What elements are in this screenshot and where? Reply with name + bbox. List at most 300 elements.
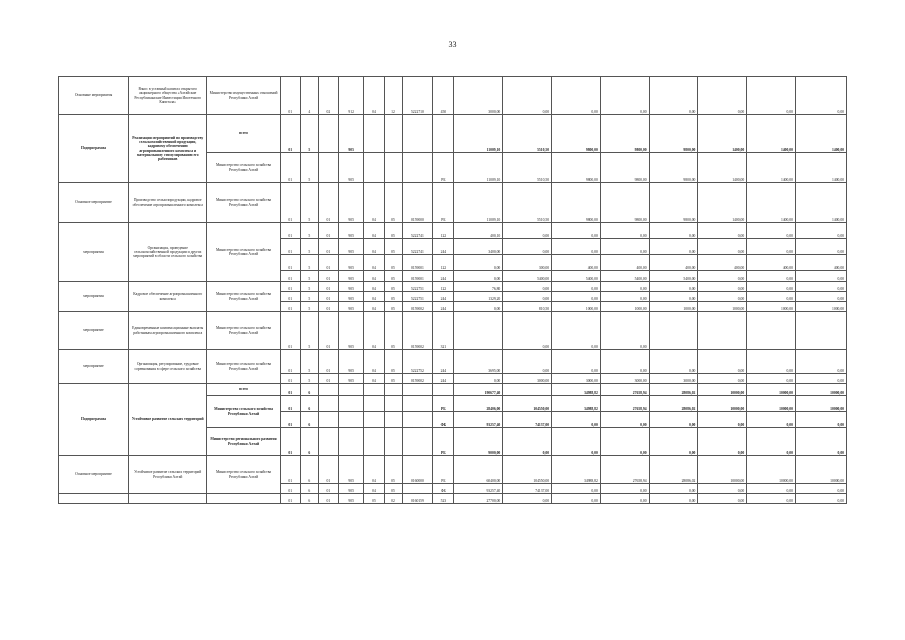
code-cell: 5222752: [402, 350, 433, 374]
code-cell: 5: [300, 239, 318, 255]
code-cell: [402, 384, 433, 396]
amount-cell: 0,00: [503, 223, 552, 239]
row-responsible-cell: всего: [207, 384, 280, 396]
table-row: [59, 223, 847, 239]
code-cell: 01: [318, 312, 338, 350]
code-cell: 01: [280, 223, 300, 239]
code-cell: [338, 384, 363, 396]
code-cell: 0160000: [402, 456, 433, 484]
code-cell: 01: [280, 484, 300, 494]
code-cell: [433, 384, 454, 396]
amount-cell: 9800,00: [600, 115, 649, 153]
code-cell: 01: [318, 255, 338, 271]
amount-cell: 5400,00: [552, 271, 601, 282]
amount-cell: 0,00: [795, 484, 846, 494]
amount-cell: 0,00: [503, 239, 552, 255]
amount-cell: 93257,40: [454, 412, 503, 428]
code-cell: [364, 412, 384, 428]
code-cell: 905: [338, 350, 363, 374]
table-row: [59, 282, 847, 292]
amount-cell: 5400,00: [600, 271, 649, 282]
amount-cell: 10000,00: [795, 396, 846, 412]
code-cell: 5: [300, 255, 318, 271]
amount-cell: 11009,10: [454, 183, 503, 223]
amount-cell: 0,00: [698, 292, 747, 302]
amount-cell: 0,00: [698, 412, 747, 428]
code-cell: 6: [300, 412, 318, 428]
code-cell: 905: [338, 153, 363, 183]
code-cell: 04: [364, 77, 384, 115]
code-cell: 5: [300, 302, 318, 312]
code-cell: 05: [384, 292, 402, 302]
amount-cell: 0,00: [747, 239, 796, 255]
table-row: [59, 384, 847, 396]
amount-cell: 28086,02: [649, 384, 698, 396]
code-cell: 05: [384, 456, 402, 484]
amount-cell: 0,00: [747, 271, 796, 282]
code-cell: 05: [384, 255, 402, 271]
amount-cell: 0,00: [503, 282, 552, 292]
code-cell: [384, 428, 402, 456]
table-row: [59, 494, 847, 504]
amount-cell: 0,00: [454, 374, 503, 384]
amount-cell: 34988,82: [552, 396, 601, 412]
code-cell: 905: [338, 115, 363, 153]
amount-cell: 810,50: [503, 302, 552, 312]
code-cell: 122: [433, 255, 454, 271]
amount-cell: 11009,10: [454, 153, 503, 183]
code-cell: [384, 153, 402, 183]
code-cell: ФБ: [433, 412, 454, 428]
amount-cell: 0,00: [795, 428, 846, 456]
row-responsible-cell: Министерство сельского хозяйства Республики Алтай: [207, 183, 280, 223]
row-category-cell: Подпрограмма: [59, 115, 129, 183]
amount-cell: 1000,00: [747, 302, 796, 312]
amount-cell: 0,00: [600, 223, 649, 239]
amount-cell: 0,00: [649, 494, 698, 504]
amount-cell: 0,00: [649, 428, 698, 456]
table-row: [59, 456, 847, 484]
amount-cell: 400,00: [649, 255, 698, 271]
amount-cell: 0,00: [649, 350, 698, 374]
code-cell: РБ: [433, 153, 454, 183]
code-cell: 01: [280, 312, 300, 350]
amount-cell: 0,00: [503, 292, 552, 302]
code-cell: 905: [338, 271, 363, 282]
amount-cell: 1000,00: [795, 302, 846, 312]
code-cell: 523: [433, 494, 454, 504]
amount-cell: 5400,00: [503, 271, 552, 282]
code-cell: 905: [338, 494, 363, 504]
code-cell: [364, 153, 384, 183]
row-category-cell: мероприятие: [59, 350, 129, 384]
amount-cell: 3000,00: [503, 374, 552, 384]
code-cell: [338, 428, 363, 456]
amount-cell: 0,00: [698, 494, 747, 504]
code-cell: 5: [300, 350, 318, 374]
code-cell: [402, 428, 433, 456]
code-cell: 244: [433, 271, 454, 282]
amount-cell: 0,00: [795, 223, 846, 239]
code-cell: 0159001: [402, 271, 433, 282]
code-cell: РБ: [433, 428, 454, 456]
code-cell: 450: [433, 77, 454, 115]
amount-cell: 34988,82: [552, 384, 601, 396]
code-cell: 5: [300, 115, 318, 153]
amount-cell: 400,00: [552, 255, 601, 271]
amount-cell: 10000,00: [698, 384, 747, 396]
amount-cell: 1400,00: [747, 115, 796, 153]
table-row: [59, 350, 847, 374]
amount-cell: 1329,20: [454, 292, 503, 302]
code-cell: 122: [433, 282, 454, 292]
row-name-cell: Реализация мероприятий по производству сельскохозяйственной продукции, кадровому обеспечению агропромышленного комплекса и материальному стимулированию его работников: [128, 115, 206, 183]
row-name-cell: Организация, проведение сельскохозяйственной продукции и других мероприятий в области сельского хозяйства: [128, 223, 206, 282]
row-name-cell: Единовременные компенсационные выплаты работникам агропромышленного комплекса: [128, 312, 206, 350]
code-cell: 6: [300, 384, 318, 396]
amount-cell: 0,00: [698, 239, 747, 255]
amount-cell: 190677,40: [454, 384, 503, 396]
amount-cell: 27658,94: [600, 456, 649, 484]
code-cell: [384, 412, 402, 428]
amount-cell: 1000,00: [698, 302, 747, 312]
amount-cell: 74137,00: [503, 412, 552, 428]
amount-cell: 0,00: [795, 282, 846, 292]
code-cell: 01: [280, 115, 300, 153]
table-row: [59, 77, 847, 115]
code-cell: 05: [384, 239, 402, 255]
code-cell: 01: [280, 239, 300, 255]
amount-cell: 0,00: [600, 412, 649, 428]
code-cell: 6: [300, 494, 318, 504]
code-cell: 04: [364, 350, 384, 374]
code-cell: [364, 384, 384, 396]
code-cell: 01: [318, 484, 338, 494]
amount-cell: 11009,10: [454, 115, 503, 153]
row-responsible-cell: Министерство сельского хозяйства Республики Алтай: [207, 312, 280, 350]
amount-cell: 0,00: [552, 484, 601, 494]
code-cell: 01: [280, 255, 300, 271]
code-cell: 905: [338, 456, 363, 484]
code-cell: [384, 115, 402, 153]
row-responsible-cell: Министерство сельского хозяйства Республики Алтай: [207, 153, 280, 183]
amount-cell: 0,00: [552, 350, 601, 374]
amount-cell: 1400,00: [698, 153, 747, 183]
amount-cell: 0,00: [747, 282, 796, 292]
code-cell: РБ: [433, 396, 454, 412]
amount-cell: 5510,50: [503, 183, 552, 223]
amount-cell: 9800,00: [649, 153, 698, 183]
code-cell: 4: [300, 77, 318, 115]
amount-cell: 9800,00: [552, 153, 601, 183]
amount-cell: 0,00: [795, 350, 846, 374]
code-cell: 122: [433, 223, 454, 239]
code-cell: [318, 384, 338, 396]
code-cell: 01: [318, 239, 338, 255]
code-cell: [433, 115, 454, 153]
amount-cell: 1400,00: [795, 115, 846, 153]
amount-cell: 10000,00: [747, 396, 796, 412]
amount-cell: 10000,00: [747, 456, 796, 484]
row-name-cell: Производство сельхозпродукции, кадровое обеспечение агропромышленного комплекса: [128, 183, 206, 223]
amount-cell: 5510,50: [503, 115, 552, 153]
code-cell: 04: [364, 312, 384, 350]
code-cell: 05: [384, 302, 402, 312]
amount-cell: 9800,00: [552, 115, 601, 153]
code-cell: 04: [364, 282, 384, 292]
code-cell: 01: [280, 302, 300, 312]
amount-cell: 0,00: [454, 271, 503, 282]
amount-cell: 0,00: [600, 77, 649, 115]
amount-cell: 0,00: [747, 374, 796, 384]
amount-cell: 0,00: [454, 302, 503, 312]
code-cell: [402, 153, 433, 183]
amount-cell: 0,00: [747, 484, 796, 494]
amount-cell: 0,00: [795, 292, 846, 302]
amount-cell: 0,00: [552, 412, 601, 428]
code-cell: 905: [338, 374, 363, 384]
code-cell: 5222710: [402, 77, 433, 115]
row-name-cell: Устойчивое развитие сельских территорий: [128, 384, 206, 456]
amount-cell: 0,00: [698, 77, 747, 115]
amount-cell: [698, 312, 747, 350]
amount-cell: [795, 312, 846, 350]
code-cell: 244: [433, 350, 454, 374]
code-cell: 905: [338, 255, 363, 271]
code-cell: 5222741: [402, 239, 433, 255]
code-cell: 05: [384, 350, 402, 374]
amount-cell: 0,00: [747, 223, 796, 239]
code-cell: 5222751: [402, 282, 433, 292]
code-cell: 912: [338, 77, 363, 115]
row-name-cell: Взнос в уставный капитал открытого акционерного общества «Алтайские Республиканские Инвестиции Ипотечного Капитала»: [128, 77, 206, 115]
amount-cell: 27700,00: [454, 494, 503, 504]
row-responsible-cell: Министерство сельского хозяйства Республики Алтай: [207, 350, 280, 384]
code-cell: 01: [280, 374, 300, 384]
code-cell: [364, 428, 384, 456]
amount-cell: 0,00: [552, 312, 601, 350]
amount-cell: 10000,00: [795, 456, 846, 484]
amount-cell: 0,00: [698, 271, 747, 282]
amount-cell: 5510,50: [503, 153, 552, 183]
code-cell: 01: [280, 412, 300, 428]
code-cell: 01: [318, 271, 338, 282]
table-row: [59, 183, 847, 223]
code-cell: [384, 396, 402, 412]
amount-cell: 0,00: [795, 239, 846, 255]
code-cell: 01: [280, 350, 300, 374]
code-cell: 6: [300, 428, 318, 456]
amount-cell: 0,00: [795, 77, 846, 115]
amount-cell: 1000,00: [649, 302, 698, 312]
amount-cell: 3000,00: [649, 374, 698, 384]
amount-cell: 0,00: [795, 412, 846, 428]
amount-cell: 0,00: [795, 494, 846, 504]
amount-cell: 10000,00: [795, 384, 846, 396]
amount-cell: 400,00: [698, 255, 747, 271]
code-cell: [402, 412, 433, 428]
code-cell: 01: [318, 183, 338, 223]
code-cell: 6: [300, 456, 318, 484]
code-cell: 01: [280, 428, 300, 456]
amount-cell: 10000,00: [747, 384, 796, 396]
row-responsible-cell: Министерство имущественных отношений Республики Алтай: [207, 77, 280, 115]
code-cell: 01: [280, 456, 300, 484]
table-body: [59, 77, 847, 504]
code-cell: 01: [280, 396, 300, 412]
code-cell: [338, 412, 363, 428]
code-cell: 04: [364, 183, 384, 223]
row-name-cell: Устойчивое развитие сельских территорий Республики Алтай: [128, 456, 206, 494]
amount-cell: 10000,00: [698, 396, 747, 412]
amount-cell: 0,00: [503, 312, 552, 350]
code-cell: 05: [384, 282, 402, 292]
amount-cell: 400,00: [600, 255, 649, 271]
amount-cell: 0,00: [649, 239, 698, 255]
amount-cell: 93257,40: [454, 484, 503, 494]
amount-cell: 0,00: [454, 255, 503, 271]
code-cell: 05: [364, 494, 384, 504]
amount-cell: 9800,00: [600, 153, 649, 183]
row-category-cell: мероприятия: [59, 282, 129, 312]
amount-cell: 1400,00: [698, 115, 747, 153]
code-cell: 04: [364, 484, 384, 494]
amount-cell: 0,00: [698, 282, 747, 292]
code-cell: 01: [318, 494, 338, 504]
row-name-cell: Кадровое обеспечение агропромышленного комплекса: [128, 282, 206, 312]
amount-cell: 0,00: [552, 239, 601, 255]
amount-cell: 400,00: [795, 255, 846, 271]
row-responsible-cell: Министерство сельского хозяйства Республики Алтай: [207, 456, 280, 494]
row-category-cell: [59, 494, 129, 504]
code-cell: 5: [300, 183, 318, 223]
amount-cell: 0,00: [698, 374, 747, 384]
amount-cell: [649, 312, 698, 350]
amount-cell: 3400,00: [454, 239, 503, 255]
code-cell: 01: [280, 271, 300, 282]
code-cell: 244: [433, 302, 454, 312]
amount-cell: 76,80: [454, 282, 503, 292]
row-responsible-cell: Министерство сельского хозяйства Республики Алтай: [207, 396, 280, 428]
amount-cell: 0,00: [649, 292, 698, 302]
row-category-cell: Основное мероприятие: [59, 456, 129, 494]
amount-cell: [454, 312, 503, 350]
code-cell: 04: [364, 271, 384, 282]
code-cell: 0159002: [402, 302, 433, 312]
amount-cell: 0,00: [747, 412, 796, 428]
amount-cell: [747, 312, 796, 350]
code-cell: 05: [384, 271, 402, 282]
amount-cell: 0,00: [600, 239, 649, 255]
amount-cell: 0,00: [552, 223, 601, 239]
amount-cell: 28086,02: [649, 456, 698, 484]
code-cell: [364, 115, 384, 153]
code-cell: 01: [280, 183, 300, 223]
amount-cell: 0,00: [503, 428, 552, 456]
code-cell: 5222741: [402, 223, 433, 239]
code-cell: [318, 396, 338, 412]
row-name-cell: [128, 494, 206, 504]
amount-cell: 28406,00: [454, 396, 503, 412]
code-cell: РБ: [433, 456, 454, 484]
amount-cell: 0,00: [600, 428, 649, 456]
code-cell: 02: [384, 494, 402, 504]
code-cell: [384, 384, 402, 396]
amount-cell: 0,00: [503, 350, 552, 374]
amount-cell: 0,00: [747, 428, 796, 456]
code-cell: 5: [300, 292, 318, 302]
code-cell: 905: [338, 302, 363, 312]
code-cell: 6: [300, 396, 318, 412]
code-cell: 04: [364, 302, 384, 312]
page-number: 33: [448, 40, 457, 49]
amount-cell: 400,10: [454, 223, 503, 239]
amount-cell: 0,00: [698, 428, 747, 456]
code-cell: 905: [338, 312, 363, 350]
amount-cell: 60400,00: [454, 456, 503, 484]
code-cell: [364, 396, 384, 412]
amount-cell: 104550,00: [503, 396, 552, 412]
code-cell: 04: [364, 223, 384, 239]
amount-cell: 27658,94: [600, 396, 649, 412]
code-cell: 0159002: [402, 312, 433, 350]
code-cell: 5: [300, 374, 318, 384]
code-cell: 04: [364, 374, 384, 384]
amount-cell: 300,00: [503, 255, 552, 271]
code-cell: 01: [280, 153, 300, 183]
amount-cell: 9800,00: [649, 183, 698, 223]
table-row: [59, 115, 847, 153]
code-cell: 905: [338, 223, 363, 239]
code-cell: [318, 115, 338, 153]
code-cell: 01: [280, 292, 300, 302]
code-cell: 05: [384, 183, 402, 223]
code-cell: 905: [338, 292, 363, 302]
row-category-cell: мероприятие: [59, 312, 129, 350]
code-cell: 05: [384, 374, 402, 384]
code-cell: 01: [280, 77, 300, 115]
code-cell: 01: [318, 456, 338, 484]
amount-cell: 0,00: [552, 428, 601, 456]
amount-cell: 1400,00: [795, 153, 846, 183]
code-cell: 04: [364, 456, 384, 484]
amount-cell: 0,00: [552, 282, 601, 292]
code-cell: [318, 153, 338, 183]
amount-cell: 400,00: [747, 255, 796, 271]
amount-cell: 0,00: [600, 282, 649, 292]
budget-table: [58, 76, 847, 504]
code-cell: 6: [300, 484, 318, 494]
amount-cell: 9000,00: [454, 428, 503, 456]
amount-cell: [503, 384, 552, 396]
amount-cell: 0,00: [600, 312, 649, 350]
code-cell: 04: [364, 239, 384, 255]
amount-cell: 3000,00: [600, 374, 649, 384]
row-responsible-cell: Министерство сельского хозяйства Республики Алтай: [207, 223, 280, 282]
amount-cell: 0,00: [795, 374, 846, 384]
amount-cell: 0,00: [649, 223, 698, 239]
code-cell: 05: [384, 484, 402, 494]
code-cell: [402, 115, 433, 153]
code-cell: 04: [364, 255, 384, 271]
amount-cell: 0,00: [503, 77, 552, 115]
amount-cell: 0,00: [649, 412, 698, 428]
amount-cell: 0,00: [552, 494, 601, 504]
code-cell: 02: [318, 77, 338, 115]
code-cell: 905: [338, 484, 363, 494]
code-cell: 321: [433, 312, 454, 350]
code-cell: 244: [433, 374, 454, 384]
